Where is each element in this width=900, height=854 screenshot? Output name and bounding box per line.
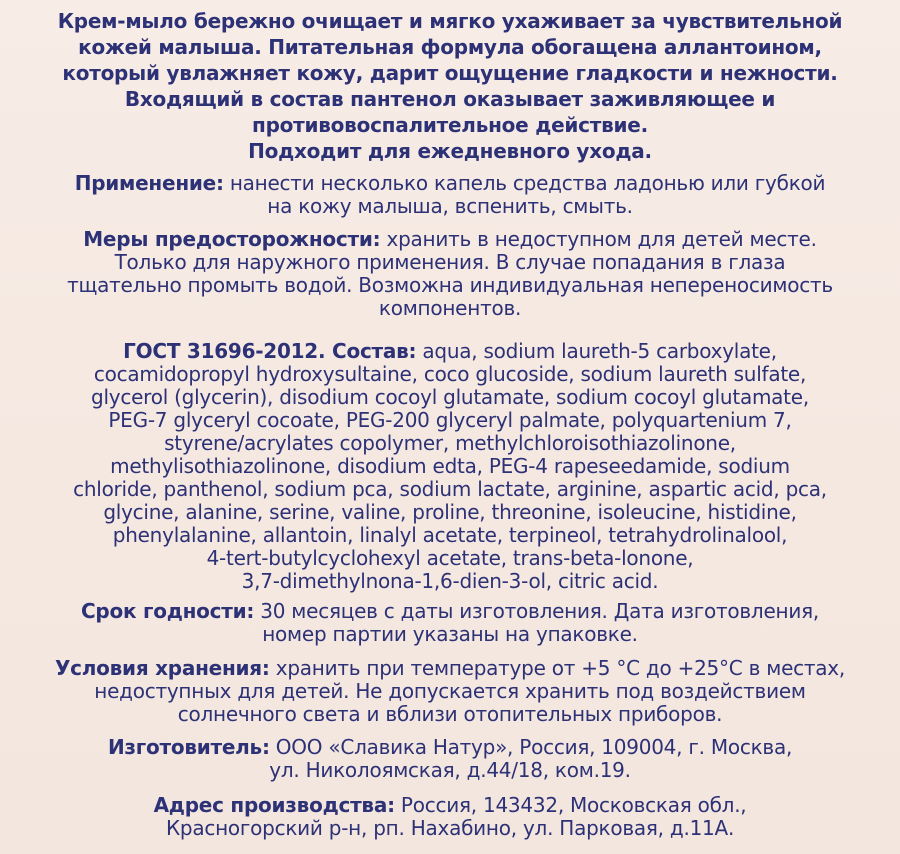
- composition-text: glycerol (glycerin), disodium cocoyl glutamate, sodium cocoyl glutamate,: [91, 385, 809, 409]
- description-line: кожей малыша. Питательная формула обогащена аллантоином,: [78, 35, 822, 59]
- precautions-text: тщательно промыть водой. Возможна индивидуальная непереносимость: [67, 273, 833, 297]
- storage-text: недоступных для детей. Не допускается хранить под воздействием: [94, 679, 806, 703]
- usage-text: на кожу малыша, вспенить, смыть.: [267, 194, 633, 218]
- composition-text: phenylalanine, allantoin, linalyl acetate, terpineol, tetrahydrolinalool,: [112, 523, 788, 547]
- composition-section: [0, 340, 900, 593]
- description-line: Крем-мыло бережно очищает и мягко ухаживает за чувствительной: [57, 9, 843, 33]
- shelf-life-section: [0, 600, 900, 646]
- composition-label: ГОСТ 31696-2012. Состав:: [123, 339, 417, 363]
- composition-text: PEG-7 glyceryl cocoate, PEG-200 glyceryl palmate, polyquartenium 7,: [108, 408, 792, 432]
- composition-text: 3,7-dimethylnona-1,6-dien-3-ol, citric acid.: [241, 569, 659, 593]
- precautions-text: хранить в недоступном для детей месте.: [380, 227, 817, 251]
- production-address-text: Россия, 143432, Московская обл.,: [394, 793, 747, 817]
- shelf-life-text: 30 месяцев с даты изготовления. Дата изготовления,: [254, 599, 819, 623]
- composition-text: styrene/acrylates copolymer, methylchloroisothiazolinone,: [164, 431, 736, 455]
- usage-label: Применение:: [74, 171, 224, 195]
- manufacturer-text: ООО «Славика Натур», Россия, 109004, г. Москва,: [269, 735, 793, 759]
- description-line: который увлажняет кожу, дарит ощущение гладкости и нежности.: [62, 61, 838, 85]
- composition-text: aqua, sodium laureth-5 carboxylate,: [416, 339, 777, 363]
- usage-text: нанести несколько капель средства ладонью или губкой: [223, 171, 826, 195]
- precautions-text: Только для наружного применения. В случае попадания в глаза: [114, 250, 786, 274]
- manufacturer-text: ул. Николоямская, д.44/18, ком.19.: [269, 758, 631, 782]
- composition-text: 4-tert-butylcyclohexyl acetate, trans-beta-lonone,: [206, 546, 694, 570]
- precautions-section: [0, 228, 900, 320]
- precautions-text: компонентов.: [378, 296, 522, 320]
- storage-section: [0, 657, 900, 726]
- production-address-section: [0, 794, 900, 840]
- composition-text: chloride, panthenol, sodium pca, sodium lactate, arginine, aspartic acid, pca,: [73, 477, 827, 501]
- shelf-life-label: Срок годности:: [81, 599, 255, 623]
- composition-text: cocamidopropyl hydroxysultaine, coco glucoside, sodium laureth sulfate,: [93, 362, 807, 386]
- composition-text: glycine, alanine, serine, valine, proline, threonine, isoleucine, histidine,: [103, 500, 797, 524]
- shelf-life-text: номер партии указаны на упаковке.: [262, 622, 638, 646]
- product-description: [0, 8, 900, 164]
- manufacturer-section: [0, 736, 900, 782]
- storage-text: солнечного света и вблизи отопительных приборов.: [177, 702, 723, 726]
- precautions-label: Меры предосторожности:: [83, 227, 381, 251]
- description-line: Подходит для ежедневного ухода.: [248, 139, 652, 163]
- production-address-label: Адрес производства:: [153, 793, 395, 817]
- storage-text: хранить при температуре от +5 °С до +25°С в местах,: [269, 656, 845, 680]
- composition-text: methylisothiazolinone, disodium edta, PEG-4 rapeseedamide, sodium: [110, 454, 790, 478]
- storage-label: Условия хранения:: [54, 656, 270, 680]
- manufacturer-label: Изготовитель:: [107, 735, 270, 759]
- production-address-text: Красногорский р-н, рп. Нахабино, ул. Парковая, д.11А.: [165, 816, 735, 840]
- usage-section: [0, 172, 900, 218]
- description-line: Входящий в состав пантенол оказывает заживляющее и: [124, 87, 776, 111]
- description-line: противовоспалительное действие.: [252, 113, 648, 137]
